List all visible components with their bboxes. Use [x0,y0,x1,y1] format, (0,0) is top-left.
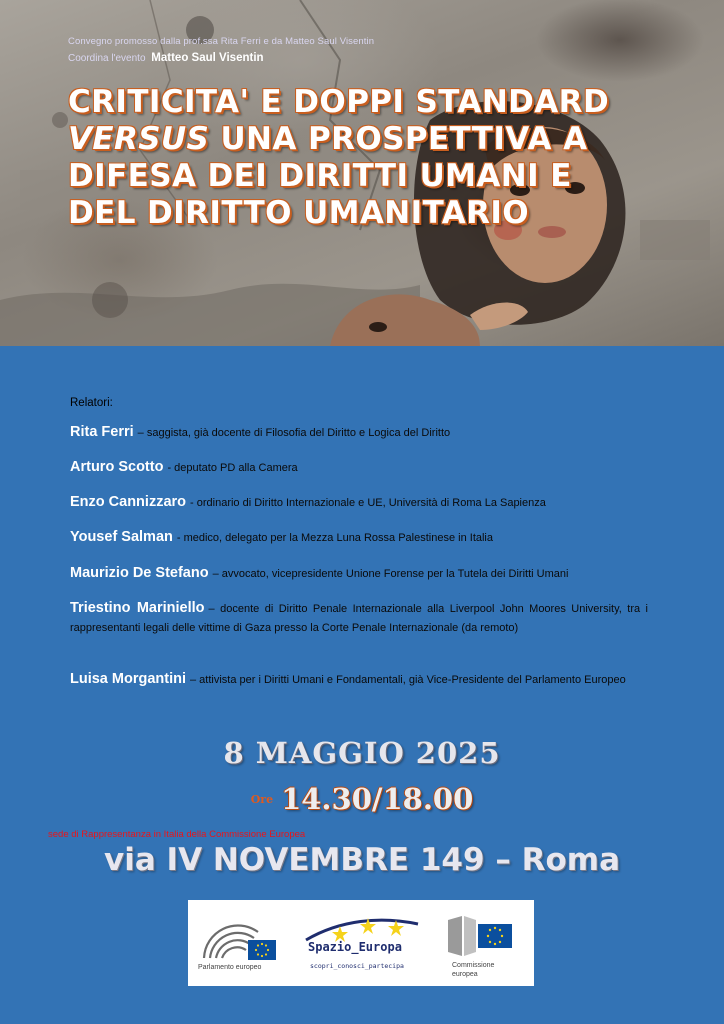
european-commission-logo [442,900,526,986]
speaker-name: Maurizio De Stefano [70,565,209,581]
speaker-item [70,528,648,548]
speaker-desc: – docente di Diritto Penale Internazionale alla Liverpool John Moores University, tra i rappresentanti legali delle vittime di Gaza presso la Corte Penale Internazionale (da remoto) [70,603,649,634]
speaker-item [70,564,648,584]
speaker-name: Luisa Morgantini [70,671,186,687]
title-line-2-rest: UNA PROSPETTIVA A [209,121,588,157]
speakers-label: Relatori: [70,397,113,409]
speaker-name: Triestino Mariniello [70,600,205,616]
commission-building-icon [442,912,526,962]
venue-note: sede di Rappresentanza in Italia della Commissione Europea [48,829,306,840]
speaker-desc: – saggista, già docente di Filosofia del Diritto e Logica del Diritto [137,427,451,439]
european-parliament-logo [196,900,286,986]
speaker-desc: - medico, delegato per la Mezza Luna Rossa Palestinese in Italia [176,532,493,544]
speaker-item [70,599,648,638]
speaker-desc: – attivista per i Diritti Umani e Fondamentali, già Vice-Presidente del Parlamento Europeo [190,674,626,686]
speaker-item [70,670,648,690]
spazio-europa-name: Spazio_Europa [308,940,402,954]
parliament-hemicycle-icon [196,912,286,972]
speaker-item [70,493,648,513]
ec-caption-1: Commissione [452,962,495,969]
title-line-1: CRITICITA' E DOPPI STANDARD [68,84,610,120]
venue-address: via IV NOVEMBRE 149 – Roma [104,842,620,878]
time-label: Ore [250,792,274,806]
speaker-name: Arturo Scotto [70,459,164,475]
info-panel [0,346,724,1024]
speaker-name: Rita Ferri [70,424,134,440]
speaker-desc: – avvocato, vicepresidente Unione Forense per la Tutela dei Diritti Umani [212,568,569,580]
speaker-desc: - deputato PD alla Camera [167,462,298,474]
title-versus: VERSUS [68,121,210,157]
event-date: 8 MAGGIO 2025 [223,736,501,770]
ec-caption-2: europea [452,971,478,978]
ep-caption: Parlamento europeo [198,964,262,971]
event-time [0,782,724,816]
promoted-by-text: Convegno promosso dalla prof.ssa Rita Ferri e da Matteo Saul Visentin [68,36,375,47]
coordinator-name: Matteo Saul Visentin [151,52,264,64]
spazio-europa-tagline: scopri_conosci_partecipa [310,962,404,970]
speaker-item [70,458,648,478]
speaker-name: Enzo Cannizzaro [70,494,187,510]
partner-logos [188,900,534,986]
event-title [68,84,708,232]
title-line-4: DEL DIRITTO UMANITARIO [68,195,530,231]
title-line-3: DIFESA DEI DIRITTI UMANI E [68,158,572,194]
title-line-2 [68,121,708,158]
spazio-europa-logo [300,900,424,986]
hero-photo [0,0,724,346]
coordinator-line [68,52,264,64]
speaker-name: Yousef Salman [70,529,173,545]
coordinator-label: Coordina l'evento [68,53,146,64]
speaker-desc: - ordinario di Diritto Internazionale e UE, Università di Roma La Sapienza [190,497,546,509]
speaker-item [70,423,648,443]
time-value: 14.30/18.00 [281,782,474,816]
